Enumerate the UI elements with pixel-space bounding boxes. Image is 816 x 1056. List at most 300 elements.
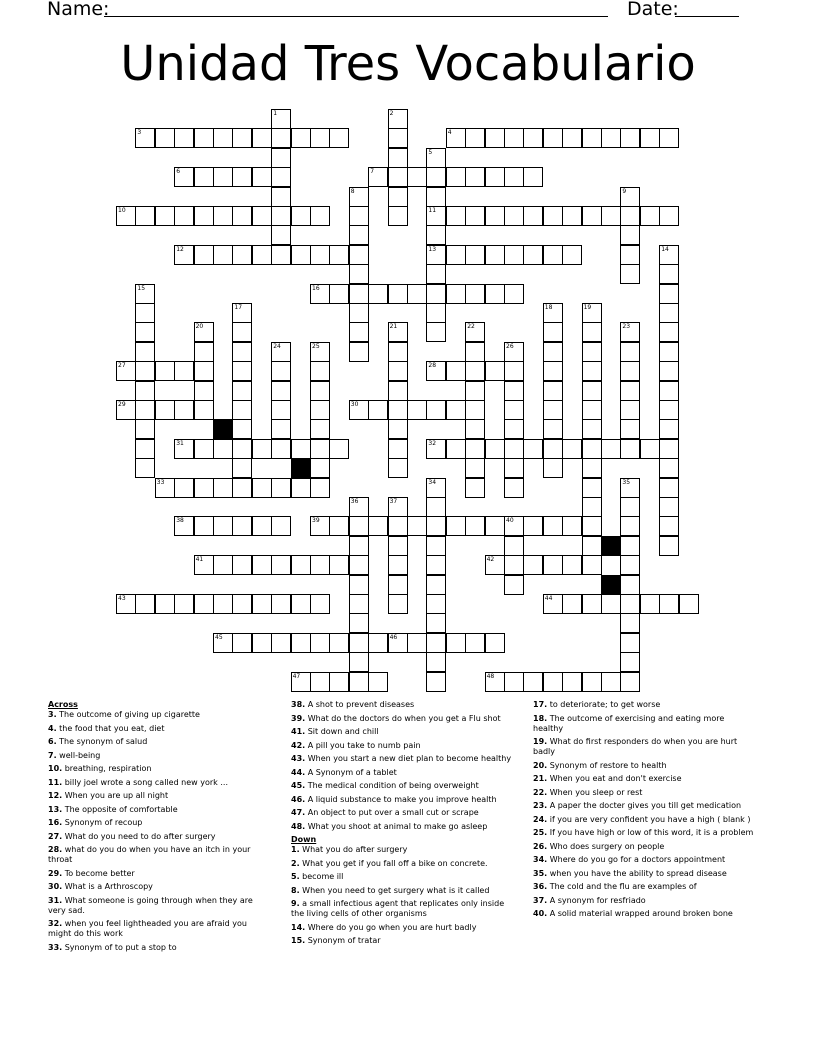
grid-cell[interactable] [349, 303, 369, 323]
grid-cell[interactable] [271, 439, 291, 459]
grid-cell[interactable] [543, 458, 563, 478]
grid-cell[interactable] [562, 672, 582, 692]
grid-cell[interactable] [543, 439, 563, 459]
grid-cell[interactable] [252, 594, 272, 614]
grid-cell[interactable] [194, 167, 214, 187]
grid-cell[interactable] [271, 148, 291, 168]
grid-cell[interactable] [582, 206, 602, 226]
grid-cell[interactable] [291, 206, 311, 226]
grid-cell[interactable] [446, 167, 466, 187]
grid-cell[interactable] [504, 361, 524, 381]
grid-cell[interactable] [601, 672, 621, 692]
grid-cell[interactable] [349, 575, 369, 595]
grid-cell[interactable] [329, 245, 349, 265]
grid-cell[interactable] [310, 594, 330, 614]
grid-cell[interactable] [213, 245, 233, 265]
grid-cell[interactable] [485, 128, 505, 148]
grid-cell[interactable] [426, 516, 446, 536]
grid-cell[interactable] [407, 167, 427, 187]
grid-cell[interactable] [543, 361, 563, 381]
grid-cell[interactable] [194, 516, 214, 536]
grid-cell[interactable] [388, 128, 408, 148]
grid-cell[interactable] [446, 245, 466, 265]
grid-cell[interactable] [485, 245, 505, 265]
grid-cell[interactable] [407, 400, 427, 420]
grid-cell[interactable] [388, 167, 408, 187]
grid-cell[interactable] [329, 439, 349, 459]
grid-cell[interactable] [465, 419, 485, 439]
grid-cell[interactable] [174, 400, 194, 420]
grid-cell[interactable] [426, 497, 446, 517]
grid-cell[interactable] [601, 594, 621, 614]
grid-cell[interactable] [601, 128, 621, 148]
grid-cell[interactable] [271, 555, 291, 575]
grid-cell[interactable] [465, 439, 485, 459]
grid-cell[interactable] [291, 633, 311, 653]
grid-cell[interactable] [135, 439, 155, 459]
grid-cell[interactable] [194, 400, 214, 420]
grid-cell[interactable] [446, 439, 466, 459]
grid-cell[interactable] [349, 225, 369, 245]
grid-cell[interactable] [135, 361, 155, 381]
grid-cell[interactable] [232, 167, 252, 187]
grid-cell[interactable] [465, 342, 485, 362]
grid-cell[interactable] [446, 284, 466, 304]
grid-cell[interactable] [659, 361, 679, 381]
grid-cell[interactable] [446, 516, 466, 536]
grid-cell[interactable] [504, 167, 524, 187]
grid-cell[interactable] [504, 245, 524, 265]
grid-cell[interactable] [620, 672, 640, 692]
grid-cell[interactable] [232, 128, 252, 148]
grid-cell[interactable] [388, 284, 408, 304]
grid-cell[interactable] [213, 478, 233, 498]
grid-cell[interactable] [232, 245, 252, 265]
grid-cell[interactable] [601, 439, 621, 459]
grid-cell[interactable] [582, 342, 602, 362]
grid-cell[interactable] [562, 245, 582, 265]
grid-cell[interactable] [659, 458, 679, 478]
grid-cell[interactable] [582, 536, 602, 556]
grid-cell[interactable] [659, 264, 679, 284]
grid-cell[interactable] [446, 361, 466, 381]
grid-cell[interactable] [659, 128, 679, 148]
grid-cell[interactable] [543, 128, 563, 148]
grid-cell[interactable] [329, 284, 349, 304]
grid-cell[interactable] [349, 672, 369, 692]
grid-cell[interactable] [582, 478, 602, 498]
grid-cell[interactable] [620, 245, 640, 265]
grid-cell[interactable] [543, 516, 563, 536]
grid-cell[interactable] [232, 361, 252, 381]
grid-cell[interactable] [135, 303, 155, 323]
grid-cell[interactable] [620, 497, 640, 517]
grid-cell[interactable] [582, 672, 602, 692]
grid-cell[interactable] [601, 206, 621, 226]
grid-cell[interactable] [523, 516, 543, 536]
grid-cell[interactable] [388, 400, 408, 420]
grid-cell[interactable] [543, 555, 563, 575]
grid-cell[interactable] [426, 322, 446, 342]
grid-cell[interactable] [465, 361, 485, 381]
grid-cell[interactable] [271, 478, 291, 498]
grid-cell[interactable] [388, 536, 408, 556]
grid-cell[interactable] [232, 633, 252, 653]
grid-cell[interactable] [291, 439, 311, 459]
grid-cell[interactable] [213, 516, 233, 536]
grid-cell[interactable] [562, 128, 582, 148]
grid-cell[interactable] [426, 672, 446, 692]
grid-cell[interactable] [659, 303, 679, 323]
grid-cell[interactable] [271, 633, 291, 653]
grid-cell[interactable] [232, 381, 252, 401]
grid-cell[interactable] [620, 342, 640, 362]
grid-cell[interactable] [620, 594, 640, 614]
grid-cell[interactable] [310, 419, 330, 439]
grid-cell[interactable] [329, 128, 349, 148]
grid-cell[interactable] [485, 206, 505, 226]
grid-cell[interactable] [232, 516, 252, 536]
grid-cell[interactable] [194, 361, 214, 381]
grid-cell[interactable] [504, 419, 524, 439]
grid-cell[interactable] [659, 497, 679, 517]
grid-cell[interactable] [271, 167, 291, 187]
grid-cell[interactable] [582, 128, 602, 148]
grid-cell[interactable] [640, 206, 660, 226]
grid-cell[interactable] [194, 439, 214, 459]
grid-cell[interactable] [271, 594, 291, 614]
grid-cell[interactable] [582, 516, 602, 536]
grid-cell[interactable] [213, 167, 233, 187]
grid-cell[interactable] [135, 206, 155, 226]
grid-cell[interactable] [291, 594, 311, 614]
grid-cell[interactable] [523, 245, 543, 265]
grid-cell[interactable] [213, 439, 233, 459]
grid-cell[interactable] [155, 594, 175, 614]
grid-cell[interactable] [504, 206, 524, 226]
grid-cell[interactable] [310, 478, 330, 498]
grid-cell[interactable] [562, 439, 582, 459]
grid-cell[interactable] [582, 458, 602, 478]
grid-cell[interactable] [194, 128, 214, 148]
grid-cell[interactable] [659, 400, 679, 420]
grid-cell[interactable] [271, 245, 291, 265]
grid-cell[interactable] [446, 206, 466, 226]
grid-cell[interactable] [155, 206, 175, 226]
grid-cell[interactable] [252, 633, 272, 653]
grid-cell[interactable] [582, 555, 602, 575]
grid-cell[interactable] [659, 206, 679, 226]
grid-cell[interactable] [659, 322, 679, 342]
grid-cell[interactable] [310, 672, 330, 692]
grid-cell[interactable] [349, 536, 369, 556]
grid-cell[interactable] [232, 322, 252, 342]
grid-cell[interactable] [485, 439, 505, 459]
grid-cell[interactable] [349, 206, 369, 226]
grid-cell[interactable] [620, 536, 640, 556]
grid-cell[interactable] [349, 594, 369, 614]
grid-cell[interactable] [465, 400, 485, 420]
grid-cell[interactable] [194, 342, 214, 362]
grid-cell[interactable] [310, 633, 330, 653]
grid-cell[interactable] [523, 672, 543, 692]
grid-cell[interactable] [562, 594, 582, 614]
grid-cell[interactable] [310, 381, 330, 401]
grid-cell[interactable] [485, 361, 505, 381]
grid-cell[interactable] [426, 303, 446, 323]
grid-cell[interactable] [465, 284, 485, 304]
grid-cell[interactable] [194, 594, 214, 614]
grid-cell[interactable] [465, 478, 485, 498]
grid-cell[interactable] [252, 555, 272, 575]
grid-cell[interactable] [232, 400, 252, 420]
grid-cell[interactable] [620, 516, 640, 536]
grid-cell[interactable] [659, 594, 679, 614]
grid-cell[interactable] [310, 400, 330, 420]
grid-cell[interactable] [620, 225, 640, 245]
grid-cell[interactable] [659, 536, 679, 556]
grid-cell[interactable] [426, 167, 446, 187]
grid-cell[interactable] [426, 187, 446, 207]
grid-cell[interactable] [271, 419, 291, 439]
grid-cell[interactable] [446, 400, 466, 420]
grid-cell[interactable] [194, 206, 214, 226]
grid-cell[interactable] [659, 419, 679, 439]
grid-cell[interactable] [252, 206, 272, 226]
grid-cell[interactable] [659, 284, 679, 304]
grid-cell[interactable] [465, 206, 485, 226]
grid-cell[interactable] [562, 555, 582, 575]
grid-cell[interactable] [504, 672, 524, 692]
grid-cell[interactable] [271, 128, 291, 148]
grid-cell[interactable] [426, 400, 446, 420]
grid-cell[interactable] [155, 361, 175, 381]
grid-cell[interactable] [465, 245, 485, 265]
grid-cell[interactable] [426, 225, 446, 245]
grid-cell[interactable] [310, 439, 330, 459]
grid-cell[interactable] [388, 516, 408, 536]
grid-cell[interactable] [252, 478, 272, 498]
grid-cell[interactable] [291, 555, 311, 575]
grid-cell[interactable] [426, 284, 446, 304]
grid-cell[interactable] [135, 322, 155, 342]
grid-cell[interactable] [543, 381, 563, 401]
grid-cell[interactable] [562, 516, 582, 536]
grid-cell[interactable] [485, 516, 505, 536]
grid-cell[interactable] [368, 284, 388, 304]
grid-cell[interactable] [504, 458, 524, 478]
grid-cell[interactable] [252, 245, 272, 265]
grid-cell[interactable] [426, 555, 446, 575]
grid-cell[interactable] [485, 167, 505, 187]
grid-cell[interactable] [620, 400, 640, 420]
grid-cell[interactable] [291, 128, 311, 148]
grid-cell[interactable] [194, 381, 214, 401]
grid-cell[interactable] [640, 594, 660, 614]
grid-cell[interactable] [659, 478, 679, 498]
grid-cell[interactable] [620, 128, 640, 148]
grid-cell[interactable] [349, 245, 369, 265]
grid-cell[interactable] [368, 633, 388, 653]
grid-cell[interactable] [426, 613, 446, 633]
grid-cell[interactable] [620, 264, 640, 284]
grid-cell[interactable] [232, 478, 252, 498]
grid-cell[interactable] [174, 206, 194, 226]
grid-cell[interactable] [446, 633, 466, 653]
grid-cell[interactable] [582, 594, 602, 614]
grid-cell[interactable] [232, 206, 252, 226]
grid-cell[interactable] [252, 128, 272, 148]
grid-cell[interactable] [388, 575, 408, 595]
grid-cell[interactable] [659, 381, 679, 401]
grid-cell[interactable] [407, 633, 427, 653]
grid-cell[interactable] [504, 575, 524, 595]
grid-cell[interactable] [426, 536, 446, 556]
grid-cell[interactable] [465, 128, 485, 148]
grid-cell[interactable] [465, 381, 485, 401]
grid-cell[interactable] [407, 284, 427, 304]
grid-cell[interactable] [271, 516, 291, 536]
grid-cell[interactable] [310, 128, 330, 148]
grid-cell[interactable] [582, 400, 602, 420]
grid-cell[interactable] [349, 516, 369, 536]
grid-cell[interactable] [213, 594, 233, 614]
grid-cell[interactable] [426, 575, 446, 595]
grid-cell[interactable] [582, 497, 602, 517]
grid-cell[interactable] [465, 167, 485, 187]
grid-cell[interactable] [349, 284, 369, 304]
grid-cell[interactable] [291, 478, 311, 498]
grid-cell[interactable] [135, 419, 155, 439]
grid-cell[interactable] [252, 439, 272, 459]
grid-cell[interactable] [407, 516, 427, 536]
grid-cell[interactable] [388, 361, 408, 381]
grid-cell[interactable] [174, 361, 194, 381]
grid-cell[interactable] [485, 284, 505, 304]
grid-cell[interactable] [388, 187, 408, 207]
grid-cell[interactable] [543, 245, 563, 265]
grid-cell[interactable] [543, 400, 563, 420]
grid-cell[interactable] [582, 439, 602, 459]
grid-cell[interactable] [659, 516, 679, 536]
grid-cell[interactable] [523, 167, 543, 187]
grid-cell[interactable] [523, 439, 543, 459]
grid-cell[interactable] [349, 322, 369, 342]
grid-cell[interactable] [213, 128, 233, 148]
grid-cell[interactable] [465, 458, 485, 478]
grid-cell[interactable] [174, 594, 194, 614]
grid-cell[interactable] [620, 206, 640, 226]
grid-cell[interactable] [232, 342, 252, 362]
grid-cell[interactable] [504, 284, 524, 304]
grid-cell[interactable] [620, 633, 640, 653]
grid-cell[interactable] [310, 361, 330, 381]
grid-cell[interactable] [426, 264, 446, 284]
grid-cell[interactable] [213, 206, 233, 226]
grid-cell[interactable] [232, 439, 252, 459]
grid-cell[interactable] [388, 342, 408, 362]
grid-cell[interactable] [349, 342, 369, 362]
grid-cell[interactable] [543, 419, 563, 439]
grid-cell[interactable] [135, 342, 155, 362]
grid-cell[interactable] [659, 439, 679, 459]
grid-cell[interactable] [232, 594, 252, 614]
grid-cell[interactable] [388, 206, 408, 226]
grid-cell[interactable] [388, 555, 408, 575]
grid-cell[interactable] [543, 206, 563, 226]
grid-cell[interactable] [329, 516, 349, 536]
grid-cell[interactable] [426, 633, 446, 653]
grid-cell[interactable] [291, 245, 311, 265]
grid-cell[interactable] [388, 458, 408, 478]
grid-cell[interactable] [620, 381, 640, 401]
grid-cell[interactable] [523, 128, 543, 148]
grid-cell[interactable] [543, 672, 563, 692]
grid-cell[interactable] [349, 633, 369, 653]
grid-cell[interactable] [504, 439, 524, 459]
grid-cell[interactable] [271, 361, 291, 381]
grid-cell[interactable] [232, 419, 252, 439]
grid-cell[interactable] [368, 672, 388, 692]
grid-cell[interactable] [504, 555, 524, 575]
grid-cell[interactable] [349, 264, 369, 284]
grid-cell[interactable] [310, 555, 330, 575]
grid-cell[interactable] [620, 613, 640, 633]
grid-cell[interactable] [504, 128, 524, 148]
grid-cell[interactable] [582, 361, 602, 381]
grid-cell[interactable] [504, 478, 524, 498]
grid-cell[interactable] [388, 439, 408, 459]
grid-cell[interactable] [349, 555, 369, 575]
grid-cell[interactable] [426, 652, 446, 672]
grid-cell[interactable] [271, 187, 291, 207]
grid-cell[interactable] [349, 652, 369, 672]
grid-cell[interactable] [213, 555, 233, 575]
grid-cell[interactable] [485, 633, 505, 653]
grid-cell[interactable] [155, 400, 175, 420]
grid-cell[interactable] [271, 206, 291, 226]
grid-cell[interactable] [252, 167, 272, 187]
grid-cell[interactable] [620, 652, 640, 672]
grid-cell[interactable] [543, 322, 563, 342]
grid-cell[interactable] [135, 458, 155, 478]
grid-cell[interactable] [679, 594, 699, 614]
grid-cell[interactable] [659, 342, 679, 362]
grid-cell[interactable] [640, 128, 660, 148]
grid-cell[interactable] [620, 575, 640, 595]
grid-cell[interactable] [388, 419, 408, 439]
grid-cell[interactable] [426, 594, 446, 614]
grid-cell[interactable] [271, 381, 291, 401]
grid-cell[interactable] [135, 594, 155, 614]
grid-cell[interactable] [465, 633, 485, 653]
grid-cell[interactable] [271, 400, 291, 420]
grid-cell[interactable] [329, 555, 349, 575]
grid-cell[interactable] [504, 381, 524, 401]
grid-cell[interactable] [232, 458, 252, 478]
grid-cell[interactable] [368, 516, 388, 536]
grid-cell[interactable] [349, 613, 369, 633]
grid-cell[interactable] [252, 516, 272, 536]
grid-cell[interactable] [271, 225, 291, 245]
grid-cell[interactable] [135, 400, 155, 420]
grid-cell[interactable] [582, 419, 602, 439]
grid-cell[interactable] [388, 381, 408, 401]
grid-cell[interactable] [174, 128, 194, 148]
grid-cell[interactable] [620, 361, 640, 381]
grid-cell[interactable] [640, 439, 660, 459]
grid-cell[interactable] [523, 555, 543, 575]
